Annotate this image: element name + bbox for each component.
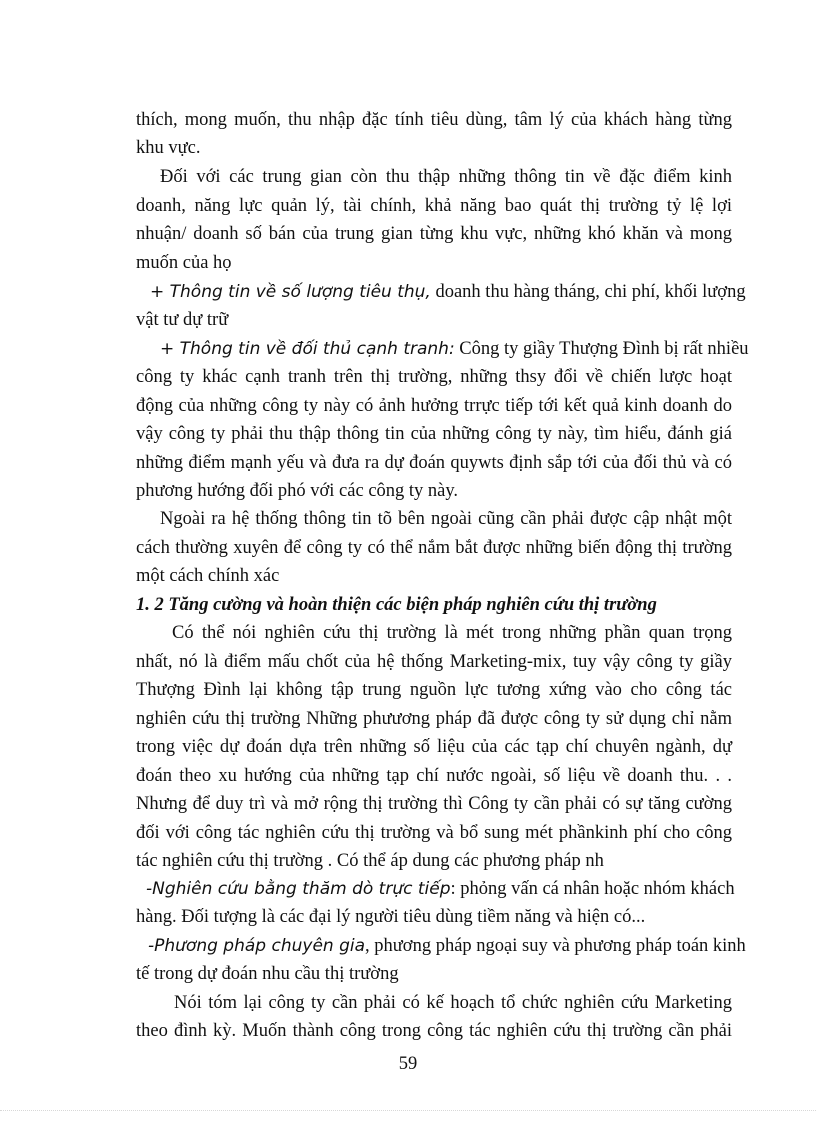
text-line: công ty khác cạnh tranh trên thị trường, những thsy đổi về chiến lược hoạt	[136, 367, 732, 387]
text-line: tác nghiên cứu thị trường . Có thể áp dung các phương pháp nh	[136, 851, 604, 871]
page-edge-divider	[0, 1110, 816, 1111]
text-line: đoán theo xu hướng của những tạp chí nước ngoài, số liệu về doanh thu. . .	[136, 766, 732, 786]
text-line: hàng. Đối tượng là các đại lý người tiêu dùng tiềm năng và hiện có...	[136, 907, 646, 927]
text-line: Đối với các trung gian còn thu thập những thông tin về đặc điểm kinh	[160, 167, 732, 187]
text-line: vật tư dự trữ	[136, 310, 229, 330]
text-line: một cách chính xác	[136, 566, 280, 586]
italic-lead: + Thông tin về đối thủ cạnh tranh:	[160, 339, 455, 359]
text-line: Thượng Đình lại không tập trung nguồn lực tương xứng vào cho công tác	[136, 680, 732, 700]
italic-lead: + Thông tin về số lượng tiêu thụ,	[150, 282, 431, 302]
text-line: vậy công ty phải thu thập thông tin của những công ty này, tìm hiểu, đánh giá	[136, 424, 732, 444]
text-line: Nhưng để duy trì và mở rộng thị trường thì Công ty cần phải có sự tăng cường	[136, 794, 732, 814]
italic-lead: -Nghiên cứu bằng thăm dò trực tiếp	[146, 879, 451, 899]
text-line: nhất, nó là điểm mấu chốt của hệ thống Marketing-mix, tuy vậy công ty giầy	[136, 652, 732, 672]
text-line: thích, mong muốn, thu nhập đặc tính tiêu dùng, tâm lý của khách hàng từng	[136, 110, 732, 130]
text-line: đối với công tác nghiên cứu thị trường và bổ sung mét phầnkinh phí cho công	[136, 823, 732, 843]
italic-lead: -Phương pháp chuyên gia	[148, 936, 366, 956]
text-line: muốn của họ	[136, 253, 232, 273]
text-line: phương hướng đối phó với các công ty này.	[136, 481, 459, 501]
text-line: -Phương pháp chuyên gia, phương pháp ngoại suy và phương pháp toán kinh	[148, 936, 746, 956]
text-line: trong việc dự đoán dựa trên những số liệu của các tạp chí chuyên ngành, dự	[136, 737, 732, 757]
text-line: động của những công ty này có ảnh hưởng trrực tiếp tới kết quả kinh doanh do	[136, 396, 732, 416]
text-line: tế trong dự đoán nhu cầu thị trường	[136, 964, 399, 984]
text-line: theo đình kỳ. Muốn thành công trong công tác nghiên cứu thị trường cần phải	[136, 1021, 732, 1041]
page-number: 59	[398, 1054, 418, 1074]
text-line: doanh, năng lực quản lý, tài chính, khả năng bao quát thị trường tỷ lệ lợi	[136, 196, 732, 216]
text-line: cách thường xuyên để công ty có thể nắm bắt được những biến động thị trường	[136, 538, 732, 558]
section-heading: 1. 2 Tăng cường và hoàn thiện các biện pháp nghiên cứu thị trường	[136, 595, 657, 615]
text-line: + Thông tin về số lượng tiêu thụ, doanh thu hàng tháng, chi phí, khối lượng	[150, 282, 746, 302]
text-line: Nói tóm lại công ty cần phải có kế hoạch tổ chức nghiên cứu Marketing	[174, 993, 732, 1013]
text-line: Có thể nói nghiên cứu thị trường là mét trong những phần quan trọng	[172, 623, 732, 643]
text-line: -Nghiên cứu bằng thăm dò trực tiếp: phỏng vấn cá nhân hoặc nhóm khách	[146, 879, 735, 899]
text-line: nghiên cứu thị trường Những phưương pháp đã được công ty sử dụng chỉ nằm	[136, 709, 732, 729]
text-line: + Thông tin về đối thủ cạnh tranh: Công ty giầy Thượng Đình bị rất nhiều	[160, 339, 749, 359]
text-line: khu vực.	[136, 138, 201, 158]
text-line: những điểm mạnh yếu và đưa ra dự đoán quywts định sắp tới của đối thủ và có	[136, 453, 732, 473]
text-line: nhuận/ doanh số bán của trung gian từng khu vực, những khó khăn và mong	[136, 224, 732, 244]
text-line: Ngoài ra hệ thống thông tin tõ bên ngoài cũng cần phải được cập nhật một	[160, 509, 732, 529]
